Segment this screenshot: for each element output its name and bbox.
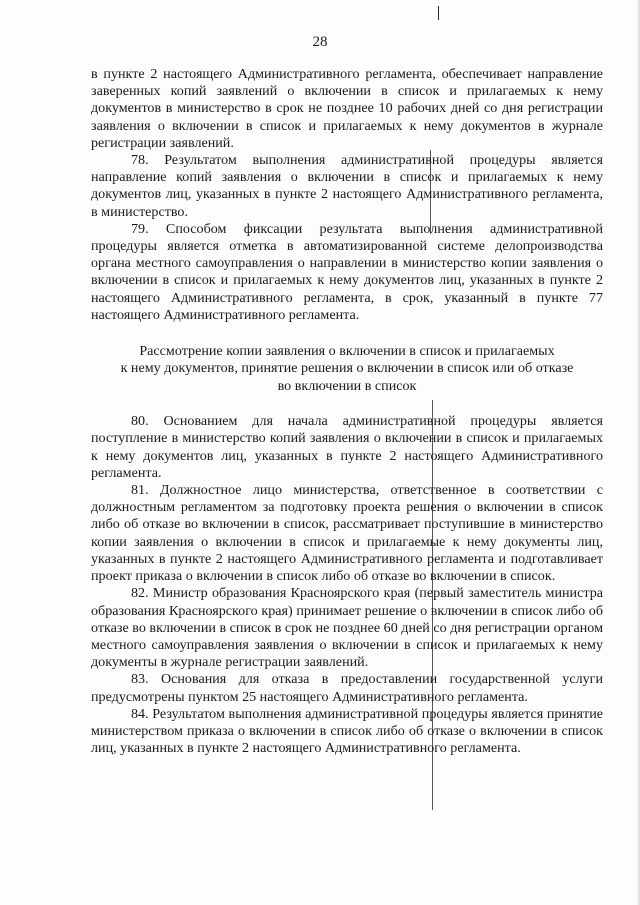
- scan-artifact-line: [438, 6, 439, 20]
- paragraph-81: 81. Должностное лицо министерства, ответственное в соответствии с должностным регламентом за подготовку проекта решения о включении в список либо об отказе во включении в список, рассматривает поступившие в министерство копии заявления о включении в список и прилагаемые к нему документы лиц, указанных в пункте 2 настоящего Административного регламента и подготавливает проект приказа о включении в список либо об отказе во включении в список.: [91, 482, 603, 585]
- paragraph-78: 78. Результатом выполнения административной процедуры является направление копий заявления о включении в список и прилагаемых к нему документов лиц, указанных в пункте 2 настоящего Административного регламента, в министерство.: [91, 152, 603, 220]
- paragraph-82: 82. Министр образования Красноярского края (первый заместитель министра образования Красноярского края) принимает решение о включении в список либо об отказе во включении в список в срок не позднее 60 дней со дня регистрации органом местного самоуправления заявления о включении в список и прилагаемых к нему документы в журнале регистрации заявлений.: [91, 585, 603, 671]
- paragraph-79: 79. Способом фиксации результата выполнения административной процедуры является отметка в автоматизированной системе делопроизводства органа местного самоуправления о направлении в министерство копии заявления о включении в список и прилагаемых к нему документов лиц, указанных в пункте 2 настоящего Административного регламента, в срок, указанный в пункте 77 настоящего Административного регламента.: [91, 220, 603, 323]
- paragraph-continuation: в пункте 2 настоящего Административного регламента, обеспечивает направление заверенных копий заявлений о включении в список и прилагаемых к нему документов в министерство в срок не позднее 10 рабочих дней со дня регистрации заявления о включении в список и прилагаемых к нему документов в журнале регистрации заявлений.: [91, 66, 603, 151]
- section-heading-line: Рассмотрение копии заявления о включении в список и прилагаемых: [139, 343, 555, 360]
- page-number: 28: [312, 34, 328, 50]
- document-body: [91, 66, 603, 757]
- paragraph-84: 84. Результатом выполнения административной процедуры является принятие министерством приказа о включении в список либо об отказе о включении в список лиц, указанных в пункте 2 настоящего Административного регламента.: [91, 705, 603, 757]
- section-heading: [91, 343, 603, 395]
- section-heading-line: к нему документов, принятие решения о включении в список или об отказе: [120, 360, 574, 377]
- paragraph-80: 80. Основанием для начала административной процедуры является поступление в министерство копий заявления о включении в список и прилагаемых к нему документов лиц, указанных в пункте 2 настоящего Административного регламента.: [91, 413, 603, 481]
- paragraph-83: 83. Основания для отказа в предоставлении государственной услуги предусмотрены пунктом 25 настоящего Административного регламента.: [91, 671, 603, 705]
- section-heading-line: во включении в список: [277, 377, 417, 394]
